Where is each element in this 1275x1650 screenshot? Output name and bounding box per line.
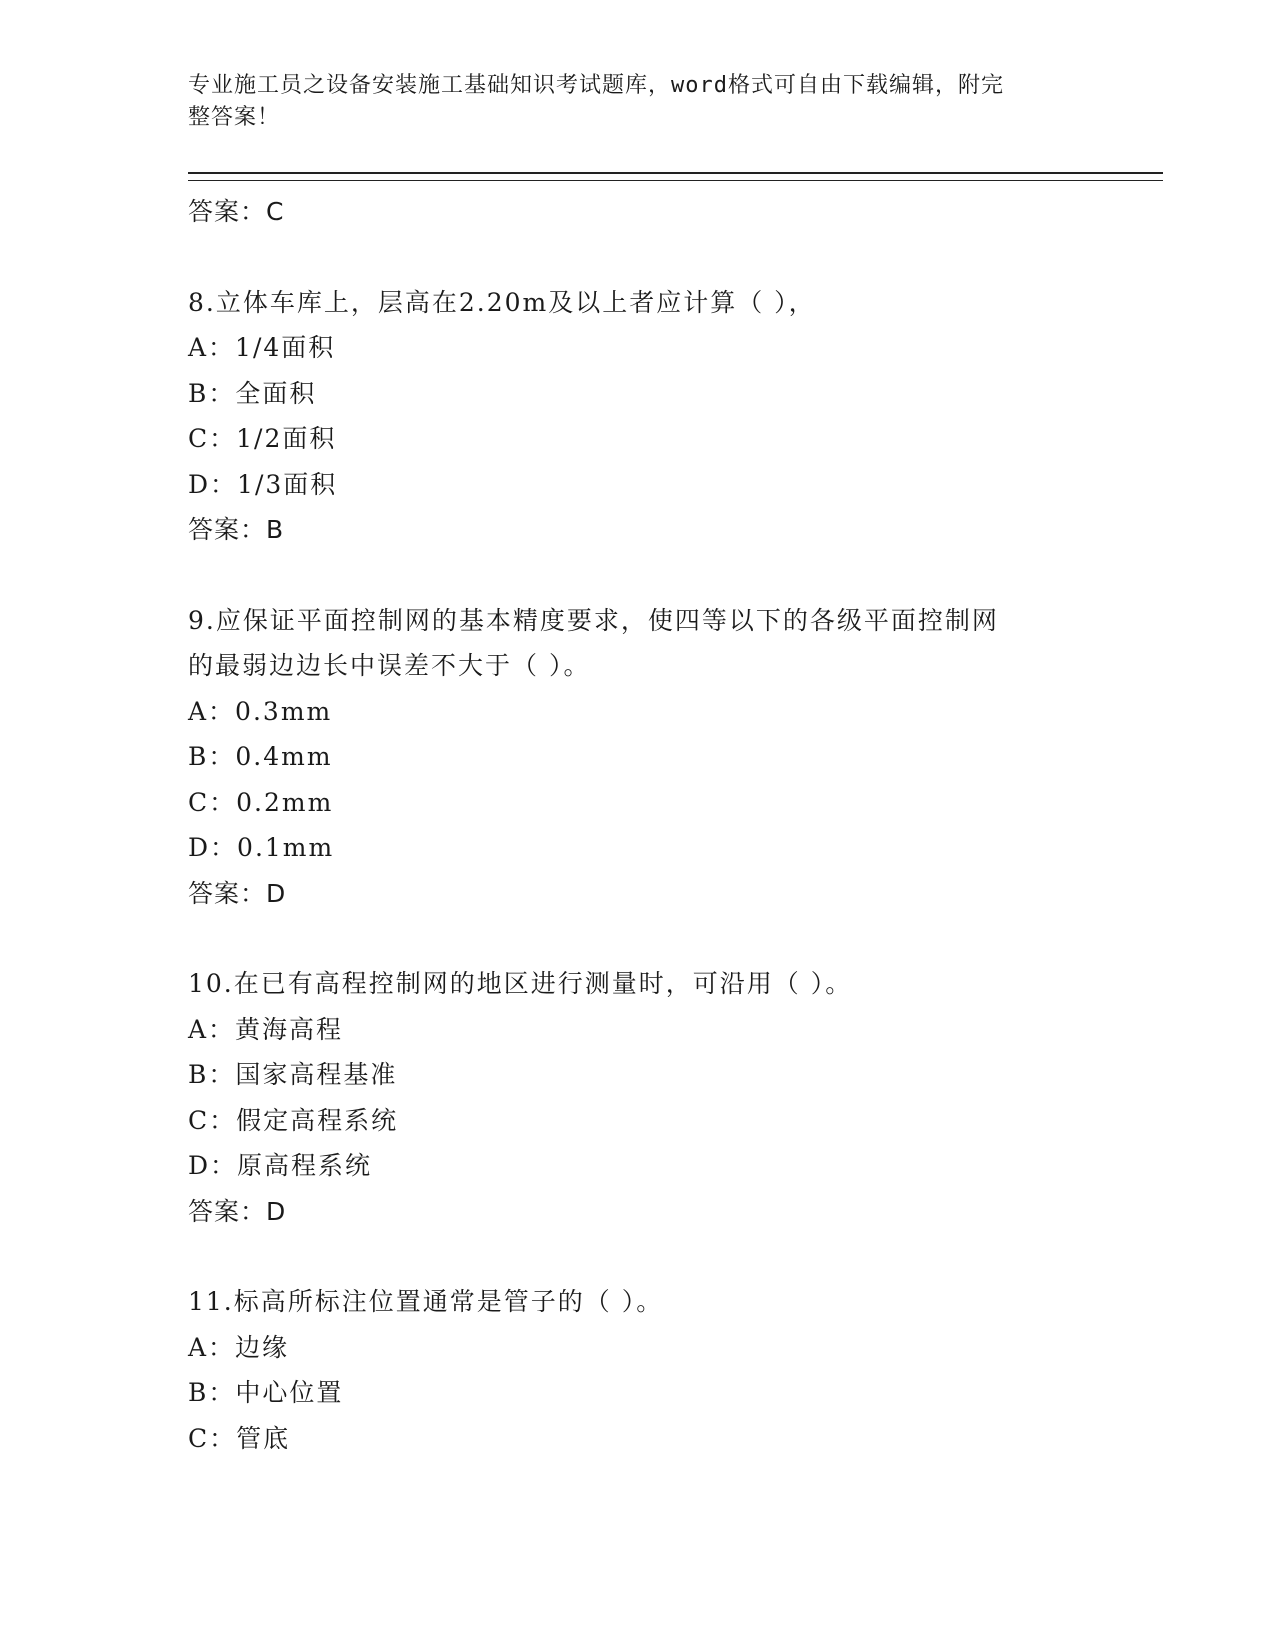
question-stem: 8.立体车库上，层高在2.20m及以上者应计算（ ），: [188, 287, 816, 317]
option-b: B：0.4mm: [188, 742, 333, 771]
header-line-1: 专业施工员之设备安装施工基础知识考试题库，word格式可自由下载编辑，附完: [188, 73, 1004, 98]
option-b: B：中心位置: [188, 1378, 344, 1407]
document-page: [188, 70, 1163, 1461]
spacer: [188, 235, 1163, 280]
question-block: [188, 961, 1163, 1234]
answer-line: 答案：C: [188, 197, 285, 226]
question-stem: 10.在已有高程控制网的地区进行测量时，可沿用（ ）。: [188, 969, 853, 998]
option-b: B：全面积: [188, 378, 317, 408]
option-c: C：0.2mm: [188, 787, 334, 817]
option-c: C：1/2面积: [188, 424, 337, 453]
option-d: D：0.1mm: [188, 833, 335, 862]
option-b: B：国家高程基准: [188, 1060, 398, 1089]
spacer: [188, 553, 1163, 598]
header-divider: [188, 172, 1163, 181]
spacer: [188, 916, 1163, 961]
spacer: [188, 1234, 1163, 1279]
option-a: A：黄海高程: [188, 1014, 344, 1044]
option-a: A：1/4面积: [188, 333, 336, 362]
question-block: [188, 1279, 1163, 1461]
answer-line: 答案：B: [188, 515, 285, 544]
option-d: D：1/3面积: [188, 469, 338, 499]
question-stem: 9.应保证平面控制网的基本精度要求，使四等以下的各级平面控制网: [188, 605, 999, 635]
question-block: [188, 598, 1163, 917]
question-block: [188, 280, 1163, 553]
document-header: [188, 70, 1078, 134]
answer-line: 答案：D: [188, 1196, 287, 1226]
question-stem-continued: 的最弱边边长中误差不大于（ ）。: [188, 651, 591, 680]
answer-line: 答案：D: [188, 878, 287, 908]
option-c: C：假定高程系统: [188, 1105, 399, 1135]
question-stem: 11.标高所标注位置通常是管子的（ ）。: [188, 1287, 664, 1316]
option-c: C：管底: [188, 1423, 291, 1453]
option-d: D：原高程系统: [188, 1151, 373, 1180]
header-line-2: 整答案！: [188, 105, 281, 130]
option-a: A：0.3mm: [188, 696, 333, 726]
option-a: A：边缘: [188, 1332, 290, 1362]
